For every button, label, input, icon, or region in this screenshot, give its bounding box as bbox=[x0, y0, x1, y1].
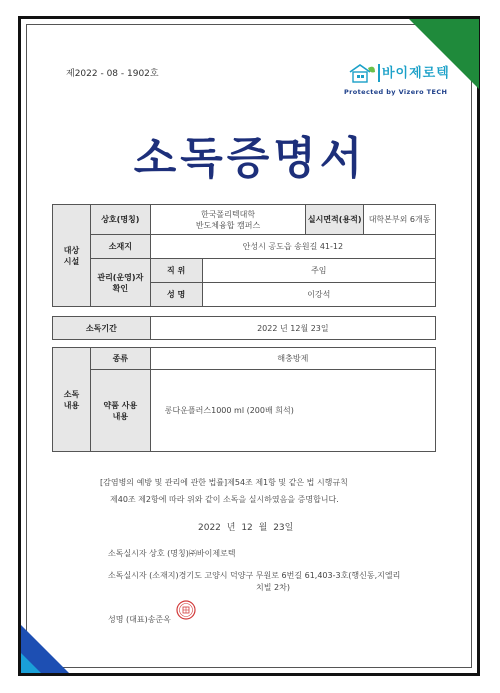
house-leaf-icon bbox=[348, 62, 376, 84]
position-value: 주임 bbox=[202, 259, 435, 283]
certification-statement: [감염병의 예방 및 관리에 관한 법률]제54조 제1항 및 같은 법 시행규칙 제40조 제2항에 따라 위와 같이 소독을 실시하였음을 증명합니다. bbox=[100, 478, 348, 504]
logo-name: 바이제로텍 bbox=[382, 66, 450, 81]
position-label: 직 위 bbox=[150, 259, 202, 283]
disinfection-table bbox=[52, 347, 436, 452]
executor-address: 소독실시자 (소재지)경기도 고양시 덕양구 무원로 6번길 61,403-3호(행신동,지엘리 치빌 2차) bbox=[108, 571, 401, 592]
drug-label: 약품 사용 내용 bbox=[90, 370, 150, 452]
document-title: 소독증명서 bbox=[133, 133, 367, 184]
area-value: 대학본부외 6개동 bbox=[364, 205, 436, 235]
address-value: 안성시 공도읍 송원길 41-12 bbox=[150, 235, 435, 259]
disinfection-section-label: 소독 내용 bbox=[53, 348, 91, 452]
representative-name: 성명 (대표)송준옥 bbox=[108, 615, 171, 624]
manager-label: 관리(운영)자 확인 bbox=[90, 259, 150, 307]
address-label: 소재지 bbox=[90, 235, 150, 259]
period-value: 2022 년 12월 23일 bbox=[150, 317, 435, 340]
area-label: 실시면적(용적) bbox=[306, 205, 364, 235]
period-label: 소독기간 bbox=[53, 317, 151, 340]
type-label: 종류 bbox=[90, 348, 150, 370]
name-label: 성 명 bbox=[150, 283, 202, 307]
facility-table bbox=[52, 204, 436, 307]
period-table bbox=[52, 316, 436, 340]
company-value: 한국폴리텍대학 반도체융합 캠퍼스 bbox=[150, 205, 306, 235]
issue-date: 2022 년 12 월 23일 bbox=[198, 523, 294, 533]
logo-divider bbox=[378, 64, 380, 82]
type-value: 해충방제 bbox=[150, 348, 435, 370]
name-value: 이강석 bbox=[202, 283, 435, 307]
company-label: 상호(명칭) bbox=[90, 205, 150, 235]
document-number: 제2022 - 08 - 1902호 bbox=[66, 69, 159, 79]
executor-company: 소독실시자 상호 (명칭)㈜바이제로텍 bbox=[108, 549, 236, 558]
logo-tagline: Protected by Vizero TECH bbox=[344, 88, 448, 96]
facility-section-label: 대상 시설 bbox=[53, 205, 91, 307]
company-logo bbox=[344, 60, 464, 108]
corner-decoration-bottom-left-accent bbox=[21, 653, 41, 673]
official-seal-icon bbox=[176, 600, 196, 620]
drug-value: 롱다운플러스1000 ml (200배 희석) bbox=[150, 370, 435, 452]
